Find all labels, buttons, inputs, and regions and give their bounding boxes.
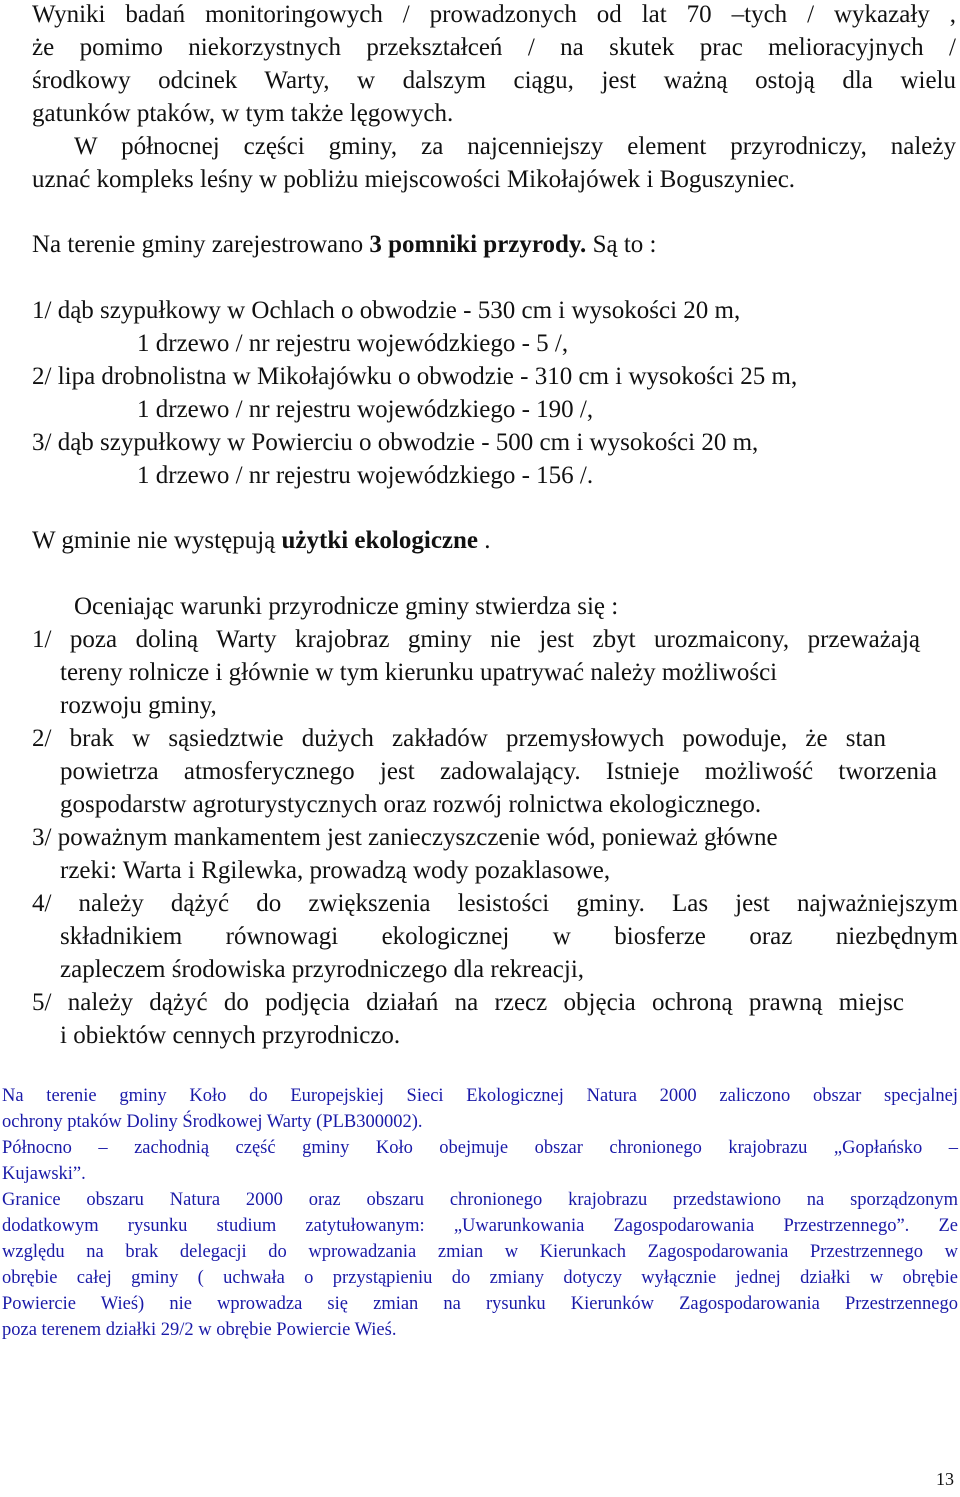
natura-line-10: poza terenem działki 29/2 w obrębie Powiercie Wieś. <box>2 1320 397 1340</box>
natura-line-2: ochrony ptaków Doliny Środkowej Warty (PLB300002). <box>2 1112 423 1132</box>
natura-line-4: Kujawski”. <box>2 1164 86 1184</box>
intro-line-5: W północnej części gminy, za najcenniejszy element przyrodniczy, należy <box>74 133 956 160</box>
monuments-lead-bold: 3 pomniki przyrody. <box>369 231 587 258</box>
natura-line-8: obrębie całej gminy ( uchwała o przystąpieniu do zmiany dotyczy wyłącznie jednej działki w obrębie <box>2 1268 958 1288</box>
monuments-lead-after: Są to : <box>586 231 657 258</box>
natura-line-9: Powiercie Wieś) nie wprowadza się zmian na rysunku Kierunków Zagospodarowania Przestrzennego <box>2 1294 958 1314</box>
intro-line-2: że pomimo niekorzystnych przekształceń / na skutek prac melioracyjnych / <box>32 34 956 61</box>
ecological-bold: użytki ekologiczne <box>281 527 479 554</box>
assessment-line-11: zapleczem środowiska przyrodniczego dla rekreacji, <box>60 956 585 983</box>
ecological-note <box>32 526 932 556</box>
intro-line-6: uznać kompleks leśny w pobliżu miejscowości Mikołajówek i Boguszyniec. <box>32 166 796 193</box>
natura-line-7: względu na brak delegacji do wprowadzania zmian w Kierunkach Zagospodarowania Przestrzennego w <box>2 1242 958 1262</box>
monument-item-1: 1/ dąb szypułkowy w Ochlach o obwodzie - 530 cm i wysokości 20 m, <box>32 297 741 324</box>
assessment-lead: Oceniając warunki przyrodnicze gminy stwierdza się : <box>74 593 619 620</box>
assessment-line-9: 4/ należy dążyć do zwiększenia lesistości gminy. Las jest najważniejszym <box>32 890 958 917</box>
ecological-after: . <box>478 527 491 554</box>
monument-item-2: 2/ lipa drobnolistna w Mikołajówku o obwodzie - 310 cm i wysokości 25 m, <box>32 363 798 390</box>
monument-item-2-registry: 1 drzewo / nr rejestru wojewódzkiego - 190 /, <box>137 396 594 423</box>
assessment-line-1: 1/ poza doliną Warty krajobraz gminy nie jest zbyt urozmaicony, przeważają <box>32 626 920 653</box>
monuments-lead <box>32 230 932 260</box>
monument-item-1-registry: 1 drzewo / nr rejestru wojewódzkiego - 5 /, <box>137 330 569 357</box>
ecological-text: W gminie nie występują <box>32 527 282 554</box>
assessment-line-7: 3/ poważnym mankamentem jest zanieczyszczenie wód, ponieważ główne <box>32 824 778 851</box>
assessment-line-3: rozwoju gminy, <box>60 692 217 719</box>
intro-line-1: Wyniki badań monitoringowych / prowadzonych od lat 70 –tych / wykazały , <box>32 1 956 28</box>
natura-line-5: Granice obszaru Natura 2000 oraz obszaru chronionego krajobrazu przedstawiono na sporządzonym <box>2 1190 958 1210</box>
assessment-line-6: gospodarstw agroturystycznych oraz rozwój rolnictwa ekologicznego. <box>60 791 762 818</box>
assessment-line-8: rzeki: Warta i Rgilewka, prowadzą wody pozaklasowe, <box>60 857 611 884</box>
monuments-lead-text: Na terenie gminy zarejestrowano <box>32 231 370 258</box>
page-number: 13 <box>936 1469 954 1489</box>
assessment-line-10: składnikiem równowagi ekologicznej w biosferze oraz niezbędnym <box>60 923 958 950</box>
assessment-line-4: 2/ brak w sąsiedztwie dużych zakładów przemysłowych powoduje, że stan <box>32 725 886 752</box>
natura-line-3: Północno – zachodnią część gminy Koło obejmuje obszar chronionego krajobrazu „Gopłańsko – <box>2 1138 958 1158</box>
monument-item-3-registry: 1 drzewo / nr rejestru wojewódzkiego - 156 /. <box>137 462 594 489</box>
intro-line-4: gatunków ptaków, w tym także lęgowych. <box>32 100 454 127</box>
intro-line-3: środkowy odcinek Warty, w dalszym ciągu, jest ważną ostoją dla wielu <box>32 67 956 94</box>
assessment-line-2: tereny rolnicze i głównie w tym kierunku upatrywać należy możliwości <box>60 659 778 686</box>
assessment-line-13: i obiektów cennych przyrodniczo. <box>60 1022 401 1049</box>
natura-line-1: Na terenie gminy Koło do Europejskiej Sieci Ekologicznej Natura 2000 zaliczono obszar specjalnej <box>2 1086 958 1106</box>
assessment-line-5: powietrza atmosferycznego jest zadowalający. Istnieje możliwość tworzenia <box>60 758 937 785</box>
natura-line-6: dodatkowym rysunku studium zatytułowanym: „Uwarunkowania Zagospodarowania Przestrzennego”. Ze <box>2 1216 958 1236</box>
monument-item-3: 3/ dąb szypułkowy w Powierciu o obwodzie - 500 cm i wysokości 20 m, <box>32 429 759 456</box>
assessment-line-12: 5/ należy dążyć do podjęcia działań na rzecz objęcia ochroną prawną miejsc <box>32 989 904 1016</box>
